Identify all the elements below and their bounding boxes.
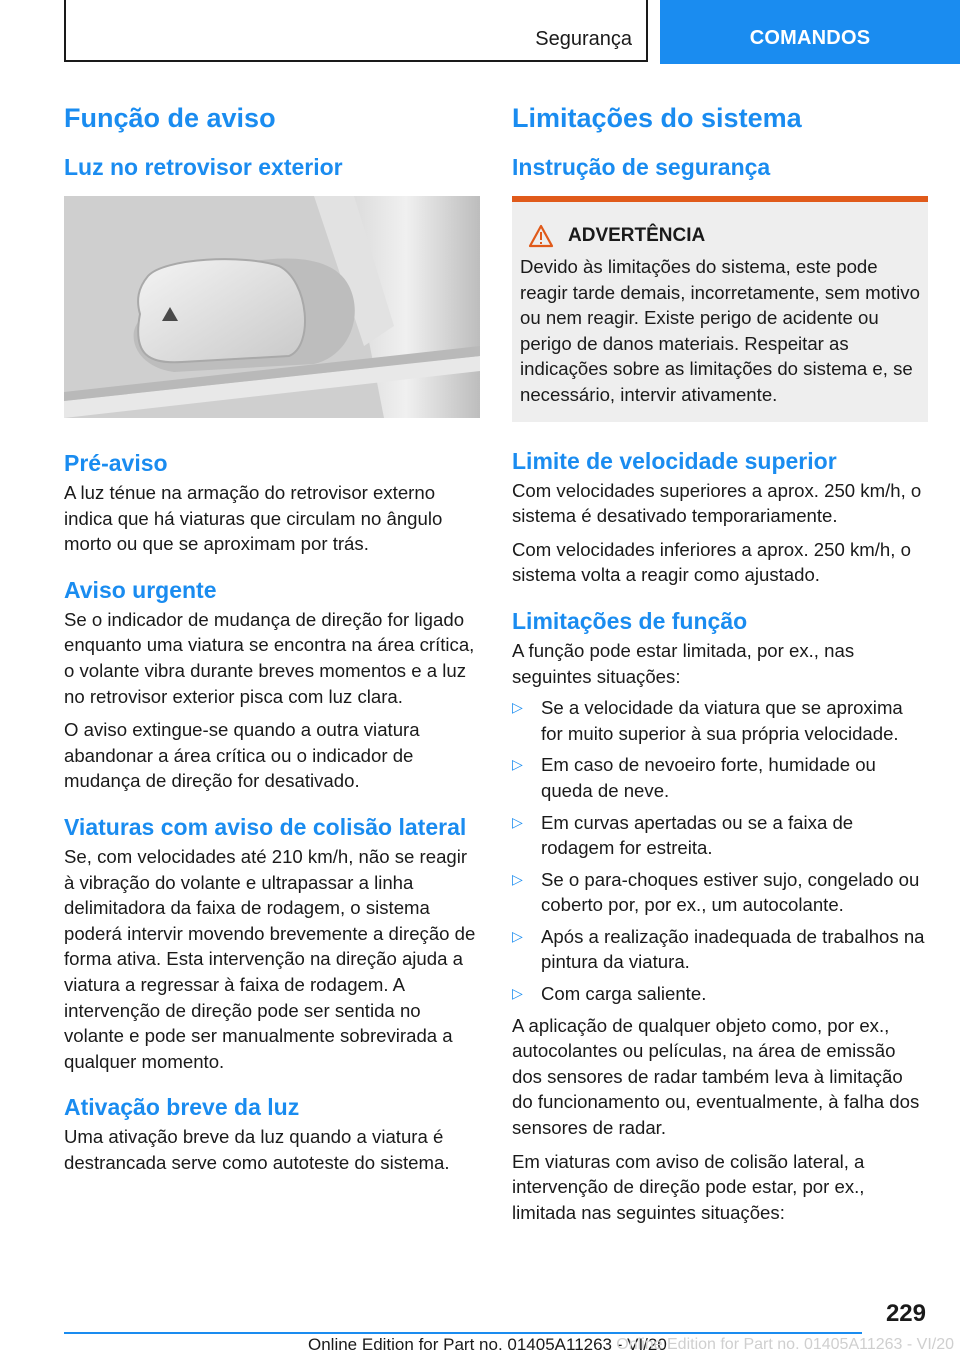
list-item: ▷ Em curvas apertadas ou se a faixa de rodagem for estreita. [512, 811, 854, 859]
heading-limite-velocidade: Limite de velocidade superior [512, 447, 837, 474]
heading-colisao-lateral: Viaturas com aviso de colisão lateral [64, 813, 467, 840]
text-aviso-urgente-2: O aviso extingue-se quando a outra viatura abandonar a área crítica ou o indicador de mudança de direção for desativado. [64, 719, 420, 792]
section-title-limitacoes: Limitações do sistema [512, 103, 802, 133]
bullet-triangle-icon: ▷ [512, 813, 523, 830]
heading-pre-aviso: Pré-aviso [64, 450, 168, 476]
footer-divider [64, 1332, 862, 1334]
list-item: ▷ Com carga saliente. [512, 981, 928, 1007]
subsection-title: Luz no retrovisor exterior [64, 154, 343, 180]
mirror-illustration [64, 196, 480, 418]
left-column [64, 100, 480, 1175]
warning-triangle-icon [528, 224, 554, 248]
text-colisao-lateral: Se, com velocidades até 210 km/h, não se reagir à vibração do volante e ultrapassar a linha delimitadora da faixa de rodagem, o sistema poderá intervir movendo brevemente a direção de forma ativa. Esta intervenção na direção ajuda a viatura a regressar à faixa de rodagem. A intervenção de direção pode ser sentida no volante e pode ser manualmente sobrevirada a qualquer momento. [64, 845, 476, 1072]
footer-edition: Online Edition for Part no. 01405A11263 - VI/20 [308, 1335, 667, 1354]
bullet-triangle-icon: ▷ [512, 985, 523, 1002]
warning-title [528, 224, 920, 248]
subsection-title-seguranca: Instrução de segurança [512, 154, 771, 180]
text-ativacao-breve: Uma ativação breve da luz quando a viatura é destrancada serve como autoteste do sistema. [64, 1126, 450, 1173]
header-chapter-tab: COMANDOS [660, 0, 960, 64]
page-header [0, 0, 960, 66]
bullet-triangle-icon: ▷ [512, 870, 523, 887]
text-limitacoes-funcao-intro: A função pode estar limitada, por ex., nas seguintes situações: [512, 639, 855, 687]
text-aplicacao-objetos: A aplicação de qualquer objeto como, por ex., autocolantes ou películas, na área de emissão dos sensores de radar também leva à limitação do funcionamento ou, eventualmente, à falha dos sensores de radar. [512, 1014, 920, 1139]
right-column [512, 100, 928, 1225]
text-aviso-urgente-1: Se o indicador de mudança de direção for ligado enquanto uma viatura se encontra na área crítica, o volante vibra durante breves momentos e a luz no retrovisor exterior pisca com luz clara. [64, 608, 475, 707]
list-item: ▷ Em caso de nevoeiro forte, humidade ou queda de neve. [512, 754, 876, 801]
bullet-triangle-icon: ▷ [512, 756, 523, 773]
list-item: ▷ Se a velocidade da viatura que se aproxima for muito superior à sua própria velocidade. [512, 697, 903, 744]
mirror-image [64, 196, 480, 418]
heading-ativacao-breve: Ativação breve da luz [64, 1094, 300, 1121]
text-pre-aviso: A luz ténue na armação do retrovisor externo indica que há viaturas que circulam no ângulo morto ou que se aproximam por trás. [64, 482, 443, 555]
warning-label: ADVERTÊNCIA [568, 225, 706, 246]
page-number: 229 [885, 1300, 926, 1327]
warning-block [512, 196, 928, 422]
warning-box [512, 202, 928, 422]
header-section-title: Segurança [535, 28, 632, 50]
bullet-triangle-icon: ▷ [512, 699, 523, 716]
footer-watermark: Online Edition for Part no. 01405A11263 - VI/20 [616, 1336, 954, 1353]
warning-text: Devido às limitações do sistema, este pode reagir tarde demais, incorretamente, sem motivo ou nem reagir. Existe perigo de acidente ou perigo de danos materiais. Respeitar as indicações sobre as limitações do sistema e, se necessário, intervir ativamente. [520, 256, 920, 405]
text-limite-velocidade-1: Com velocidades superiores a aprox. 250 km/h, o sistema é desativado temporariamente. [512, 479, 922, 527]
heading-limitacoes-funcao: Limitações de função [512, 607, 748, 634]
list-item: ▷ Após a realização inadequada de trabalhos na pintura da viatura. [512, 925, 925, 973]
heading-aviso-urgente: Aviso urgente [64, 576, 217, 603]
bullet-triangle-icon: ▷ [512, 927, 523, 944]
header-section-box [64, 0, 648, 62]
list-item: ▷ Se o para-choques estiver sujo, congelado ou coberto por, por ex., um autocolante. [512, 868, 920, 916]
section-title: Função de aviso [64, 103, 276, 133]
limitations-list [512, 695, 928, 1007]
text-colisao-lateral-limitacoes: Em viaturas com aviso de colisão lateral, a intervenção de direção pode estar, por ex., limitada nas seguintes situações: [512, 1150, 865, 1223]
text-limite-velocidade-2: Com velocidades inferiores a aprox. 250 km/h, o sistema volta a reagir como ajustado. [512, 538, 911, 586]
